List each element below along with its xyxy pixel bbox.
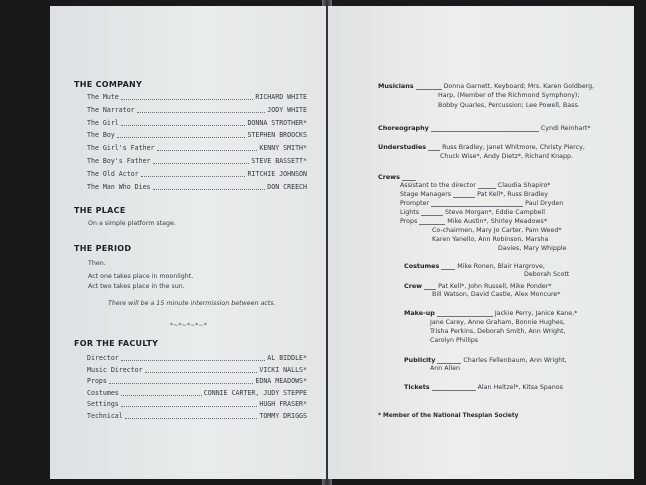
- right-page: [328, 6, 634, 479]
- faculty-role: Props: [87, 377, 107, 386]
- dot-leader: [137, 105, 266, 113]
- act-one-text: Act one takes place in moonlight.: [88, 273, 194, 280]
- cast-row: [87, 169, 307, 180]
- crew-1: Pat Kell*, John Russell, Mike Ponder*: [438, 283, 552, 290]
- faculty-role: Technical: [87, 412, 123, 420]
- dot-leader: [121, 399, 258, 407]
- assistant-label: Assistant to the director: [400, 182, 476, 189]
- crews-label: Crews: [378, 173, 400, 181]
- publicity-1: Charles Fellenbaum, Ann Wright,: [463, 357, 567, 364]
- prompter-label: Prompter: [400, 200, 430, 207]
- cast-role: The Old Actor: [87, 169, 139, 178]
- lights-label: Lights: [400, 209, 419, 216]
- faculty-row: [87, 411, 307, 422]
- cast-name: JODY WHITE: [267, 105, 307, 114]
- dot-leader: [121, 388, 202, 396]
- faculty-name: VICKI NALLS*: [259, 365, 307, 374]
- company-heading: THE COMPANY: [74, 80, 143, 89]
- period-heading: THE PERIOD: [74, 244, 132, 253]
- choreography-label: Choreography: [378, 124, 429, 132]
- faculty-name: EDNA MEADOWS*: [255, 377, 307, 386]
- makeup-3: Trisha Perkins, Deborah Smith, Ann Wright,: [430, 328, 566, 335]
- stage-managers-value: Pat Kell*, Russ Bradley: [477, 191, 549, 198]
- props-3: Karen Yanello, Ann Robinson, Marsha: [432, 236, 549, 243]
- cast-row: [87, 118, 307, 129]
- faculty-role: Settings: [87, 400, 119, 409]
- costumes-1: Mike Ronen, Blair Hargrove,: [457, 263, 545, 270]
- faculty-role: Music Director: [87, 365, 143, 374]
- publicity-2: Ann Allen: [430, 365, 460, 372]
- tickets-label: Tickets: [404, 383, 430, 391]
- dot-leader: [125, 411, 258, 419]
- dot-leader: [121, 353, 266, 361]
- faculty-row: [87, 388, 307, 399]
- tickets-line: [404, 382, 563, 393]
- cast-role: The Girl: [87, 118, 119, 127]
- cast-row: [87, 182, 307, 193]
- faculty-row: [87, 353, 307, 364]
- makeup-label: Make-up: [404, 309, 435, 317]
- makeup-2: Jane Carey, Anne Graham, Bonnie Hughes,: [430, 319, 566, 326]
- act-two-text: Act two takes place in the sun.: [88, 283, 185, 290]
- choreography-line: [378, 123, 590, 134]
- cast-name: DONNA STROTHER*: [247, 118, 307, 127]
- dot-leader: [153, 156, 250, 164]
- musicians-2: Harp, (Member of the Richmond Symphony);: [438, 92, 580, 99]
- faculty-name: CONNIE CARTER, JUDY STEPPE: [203, 388, 307, 397]
- publicity-line: [404, 355, 567, 366]
- props-4: Davies, Mary Whipple: [498, 245, 567, 252]
- cast-name: STEPHEN BROOCKS: [247, 131, 307, 140]
- cast-name: STEVE BASSETT*: [251, 157, 307, 165]
- cast-row: [87, 156, 307, 167]
- props-label: Props: [400, 218, 418, 225]
- cast-role: The Girl's Father: [87, 144, 155, 153]
- makeup-1: Jackie Perry, Janice Kane,*: [494, 310, 578, 317]
- cast-role: The Narrator: [87, 105, 135, 114]
- thespian-footnote: * Member of the National Thespian Society: [378, 413, 519, 419]
- publicity-label: Publicity: [404, 356, 436, 364]
- lights-value: Steve Morgan*, Eddie Campbell: [445, 209, 546, 216]
- place-text: On a simple platform stage.: [88, 220, 176, 227]
- musicians-3: Bobby Quarles, Percussion; Lee Powell, Bass.: [438, 102, 580, 109]
- tickets-value: Alan Heltzel*, Kitsa Spanos: [477, 384, 563, 391]
- dot-leader: [117, 130, 246, 138]
- faculty-row: [87, 365, 307, 376]
- dot-leader: [141, 169, 246, 177]
- musicians-1: Donna Garnett, Keyboard; Mrs. Karen Goldberg,: [443, 83, 595, 90]
- makeup-4: Carolyn Phillips: [430, 337, 479, 344]
- faculty-name: AL BIDDLE*: [267, 354, 307, 362]
- costumes-label: Costumes: [404, 262, 440, 270]
- place-heading: THE PLACE: [74, 206, 126, 215]
- musicians-label: Musicians: [378, 82, 414, 90]
- costumes-2: Deborah Scott: [524, 271, 570, 278]
- cast-name: RITCHIE JOHNSON: [247, 169, 307, 178]
- dot-leader: [157, 143, 258, 151]
- faculty-row: [87, 399, 307, 410]
- dot-leader: [121, 118, 246, 126]
- cast-row: [87, 92, 307, 103]
- understudies-1: Russ Bradley, Janet Whitmore, Christy Piercy,: [442, 144, 585, 151]
- period-then: Then.: [88, 260, 106, 267]
- prompter-value: Paul Dryden: [525, 200, 564, 207]
- cast-name: KENNY SMITH*: [259, 144, 307, 153]
- ornament: *~*~*~*~*: [170, 322, 207, 329]
- dot-leader: [109, 376, 254, 384]
- cast-role: The Boy's Father: [87, 157, 151, 165]
- left-page: [50, 6, 326, 479]
- crew-label: Crew: [404, 282, 423, 290]
- cast-role: The Boy: [87, 131, 115, 140]
- faculty-name: TOMMY DRIGGS: [259, 412, 307, 420]
- faculty-name: HUGH FRASER*: [259, 400, 307, 409]
- cast-row: [87, 143, 307, 154]
- props-2: Co-chairmen, Mary Jo Carter, Pam Weed*: [432, 227, 562, 234]
- faculty-heading: FOR THE FACULTY: [74, 339, 159, 348]
- cast-name: RICHARD WHITE: [255, 93, 307, 101]
- cast-name: DON CREECH: [267, 182, 307, 191]
- understudies-label: Understudies: [378, 143, 427, 151]
- props-1: Mike Austin*, Shirley Meadows*: [447, 218, 547, 225]
- cast-role: The Man Who Dies: [87, 182, 151, 191]
- dot-leader: [121, 92, 254, 100]
- faculty-role: Costumes: [87, 388, 119, 397]
- understudies-2: Chuck Wise*, Andy Dietz*, Richard Knapp.: [440, 153, 573, 160]
- dot-leader: [153, 182, 266, 190]
- cast-row: [87, 105, 307, 116]
- faculty-row: [87, 376, 307, 387]
- intermission-note: There will be a 15 minute intermission between acts.: [108, 300, 276, 307]
- crew-2: Bill Watson, David Castle, Alex Moncure*: [432, 291, 561, 298]
- choreography-value: Cyndi Reinhart*: [540, 125, 591, 132]
- stage-managers-label: Stage Managers: [400, 191, 452, 198]
- faculty-role: Director: [87, 354, 119, 362]
- dot-leader: [145, 365, 258, 373]
- assistant-value: Claudia Shapiro*: [497, 182, 551, 189]
- cast-role: The Mute: [87, 93, 119, 101]
- cast-row: [87, 130, 307, 141]
